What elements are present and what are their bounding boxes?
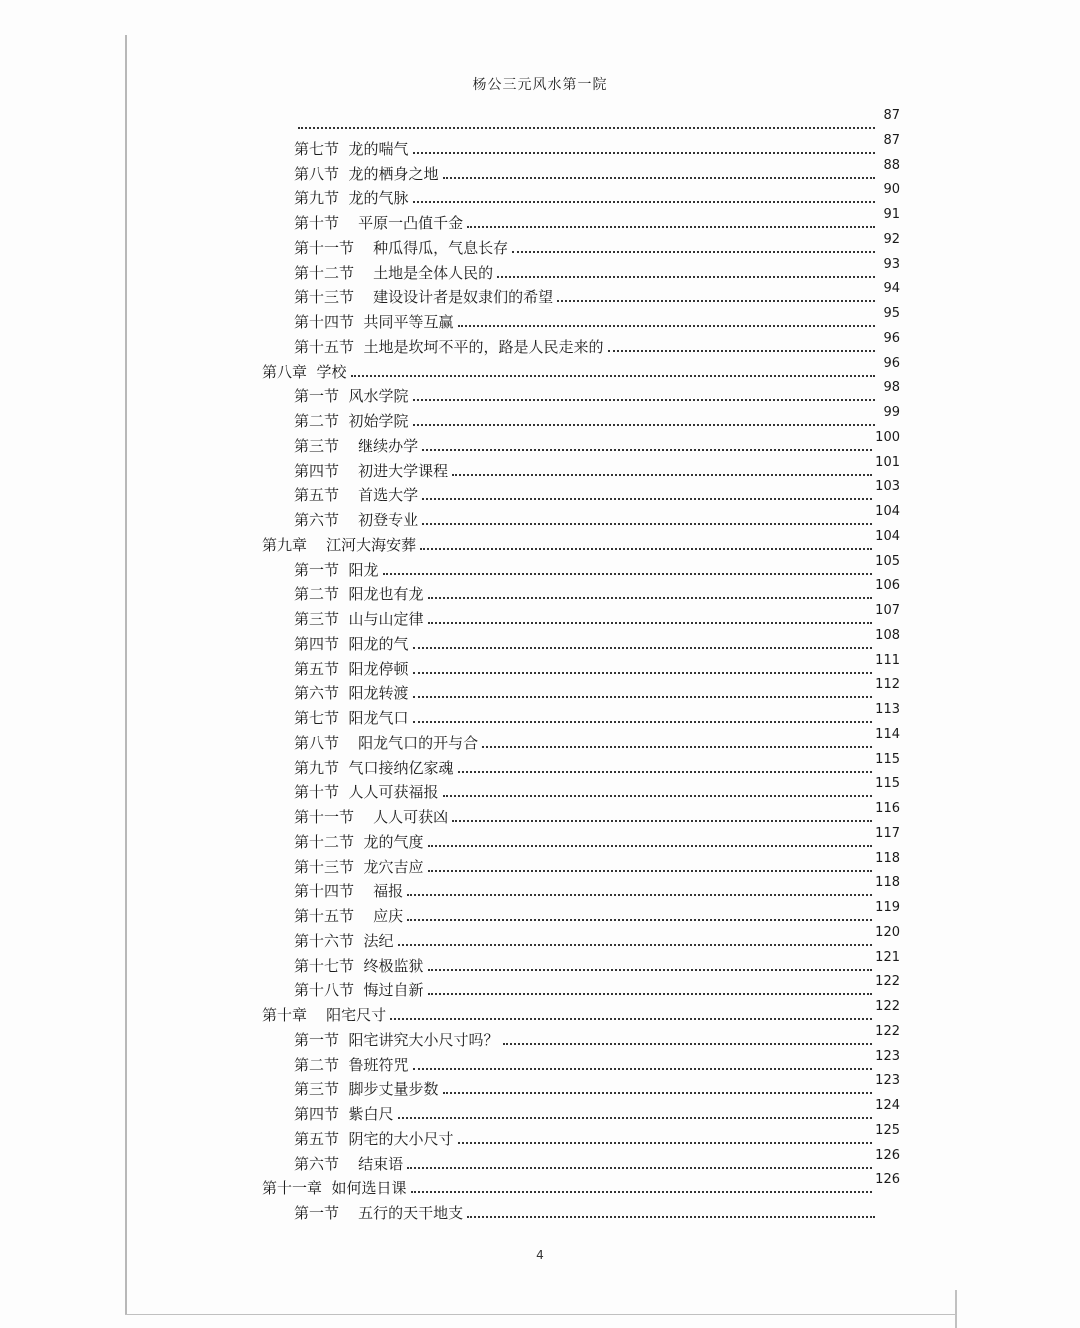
toc-dot-leader: [398, 1117, 873, 1119]
toc-section-row: [294, 454, 900, 481]
toc-section-row: [294, 949, 900, 976]
toc-entry-page: 95: [883, 306, 900, 321]
toc-entry-title: 第九章 江河大海安葬: [262, 535, 417, 554]
toc-entry-page: 120: [875, 924, 900, 940]
page-number: 4: [536, 1248, 544, 1262]
toc-section-row: [294, 330, 900, 357]
toc-section-row: [294, 157, 900, 184]
toc-entry-page: 103: [875, 479, 900, 495]
toc-entry-page: 91: [883, 207, 900, 222]
toc-section-row: [294, 132, 900, 159]
toc-entry-title: 第七节 龙的喘气: [294, 139, 409, 158]
toc-entry-title: 第十一节 人人可获凶: [294, 808, 449, 826]
toc-section-row: [294, 1199, 900, 1223]
toc-section-row: [294, 751, 900, 778]
toc-dot-leader: [503, 1043, 873, 1045]
toc-dot-leader: [428, 969, 873, 971]
toc-dot-leader: [422, 449, 872, 451]
toc-entry-title: 第一节 阳龙: [294, 560, 379, 579]
toc-entry-title: 第十一章 如何选日课: [262, 1179, 407, 1198]
toc-entry-page: 122: [875, 1023, 900, 1039]
toc-entry-page: 115: [875, 776, 900, 792]
toc-entry-page: 94: [883, 281, 900, 297]
toc-entry-page: 114: [875, 726, 900, 742]
toc-section-row: [294, 778, 900, 802]
toc-entry-title: 第十三节 建设设计者是奴隶们的希望: [294, 288, 554, 307]
toc-section-row: [294, 553, 900, 580]
toc-entry-page: 90: [883, 182, 900, 198]
toc-section-row: [294, 627, 900, 654]
toc-dot-leader: [422, 498, 872, 500]
toc-dot-leader: [608, 350, 875, 352]
toc-section-row: [294, 1147, 900, 1174]
toc-dot-leader: [428, 870, 873, 872]
toc-entry-page: 126: [875, 1147, 900, 1163]
toc-section-row: [294, 308, 900, 332]
toc-section-row: [294, 407, 900, 431]
toc-entry-page: 106: [875, 578, 900, 594]
toc-entry-title: 第八节 龙的栖身之地: [294, 164, 439, 183]
toc-section-row: [294, 1075, 900, 1099]
toc-dot-leader: [413, 399, 875, 401]
toc-entry-page: 115: [875, 751, 900, 767]
toc-section-row: [294, 231, 900, 258]
toc-dot-leader: [443, 1092, 873, 1094]
toc-entry-page: 101: [875, 454, 900, 470]
toc-entry-page: 99: [883, 405, 900, 420]
toc-entry-title: 第十五节 土地是坎坷不平的，路是人民走来的: [294, 337, 604, 356]
toc-entry-title: 第十七节 终极监狱: [294, 956, 424, 975]
toc-section-row: [294, 256, 900, 283]
toc-section-row: [294, 924, 900, 951]
toc-entry-title: 第一节 阳宅讲究大小尺寸吗？: [294, 1030, 499, 1049]
toc-dot-leader: [428, 993, 873, 995]
toc-dot-leader: [497, 276, 875, 278]
toc-entry-page: 87: [883, 108, 900, 123]
page-header: 杨公三元风水第一院: [472, 77, 608, 93]
toc-entry-title: 第十四节 福报: [294, 882, 404, 901]
toc-dot-leader: [298, 127, 875, 129]
toc-entry-page: 98: [883, 380, 900, 396]
toc-entry-page: 117: [875, 825, 900, 841]
toc-entry-page: 122: [875, 974, 900, 990]
toc-entry-page: 125: [875, 1122, 900, 1138]
toc-section-row: [294, 726, 900, 753]
toc-section-row: [294, 1023, 900, 1050]
toc-dot-leader: [443, 177, 875, 179]
toc-section-row: [294, 481, 900, 505]
toc-dot-leader: [413, 672, 873, 674]
toc-chapter-row: [262, 528, 900, 555]
toc-dot-leader: [458, 1142, 873, 1144]
toc-entry-page: 118: [875, 850, 900, 866]
toc-section-row: [294, 580, 900, 604]
toc-section-row: [294, 679, 900, 703]
toc-entry-title: 第十章 阳宅尺寸: [262, 1006, 387, 1024]
toc-entry-title: 第七节 阳龙气口: [294, 709, 409, 727]
toc-entry-title: 第九节 龙的气脉: [294, 189, 409, 208]
toc-dot-leader: [413, 696, 873, 698]
toc-section-row: [294, 803, 900, 827]
toc-entry-page: 112: [875, 677, 900, 693]
toc-entry-title: 第五节 首选大学: [294, 486, 419, 505]
toc-dot-leader: [407, 894, 872, 896]
toc-dot-leader: [467, 226, 875, 228]
toc-dot-leader: [458, 325, 875, 327]
toc-dot-leader: [413, 201, 875, 203]
toc-entry-title: 第十五节 应庆: [294, 907, 404, 925]
toc-entry-page: 104: [875, 528, 900, 544]
toc-section-row: [294, 902, 900, 926]
toc-entry-page: 111: [875, 652, 900, 668]
toc-entry-page: 119: [875, 900, 900, 915]
toc-dot-leader: [411, 1191, 873, 1193]
toc-entry-page: 87: [883, 132, 900, 148]
toc-section-row: [294, 110, 900, 134]
toc-section-row: [294, 429, 900, 456]
toc-section-row: [294, 605, 900, 629]
toc-entry-title: 第十三节 龙穴吉应: [294, 857, 424, 876]
toc-entry-title: 第十八节 悔过自新: [294, 981, 424, 1000]
toc-entry-title: 第八节 阳龙气口的开与合: [294, 733, 479, 752]
toc-entry-page: 124: [875, 1098, 900, 1113]
toc-entry-page: 107: [875, 603, 900, 618]
toc-section-row: [294, 209, 900, 233]
toc-dot-leader: [482, 746, 872, 748]
toc-dot-leader: [467, 1216, 875, 1218]
toc-section-row: [294, 1100, 900, 1124]
toc-entry-title: 第十二节 龙的气度: [294, 832, 424, 851]
toc-entry-title: 第五节 阴宅的大小尺寸: [294, 1129, 454, 1148]
toc-dot-leader: [420, 548, 872, 550]
toc-dot-leader: [407, 1167, 872, 1169]
toc-entry-title: 第四节 初进大学课程: [294, 461, 449, 480]
toc-chapter-row: [262, 355, 900, 382]
toc-dot-leader: [413, 647, 873, 649]
toc-entry-page: 126: [875, 1172, 900, 1188]
toc-entry-page: 122: [875, 999, 900, 1014]
toc-entry-page: 88: [883, 157, 900, 173]
toc-entry-title: 第二节 阳龙也有龙: [294, 585, 424, 604]
toc-section-row: [294, 506, 900, 530]
toc-entry-title: 第六节 结束语: [294, 1154, 404, 1173]
toc-entry-title: 第三节 脚步丈量步数: [294, 1080, 439, 1099]
toc-entry-title: 第三节 继续办学: [294, 436, 419, 455]
toc-section-row: [294, 877, 900, 901]
toc-dot-leader: [428, 845, 873, 847]
toc-entry-title: 第九节 气口接纳亿家魂: [294, 758, 454, 777]
toc-dot-leader: [512, 251, 875, 253]
toc-entry-title: 第十四节 共同平等互赢: [294, 313, 454, 331]
toc-dot-leader: [413, 152, 875, 154]
toc-entry-title: 第六节 初登专业: [294, 511, 419, 529]
toc-dot-leader: [458, 771, 873, 773]
toc-section-row: [294, 1122, 900, 1149]
toc-entry-title: 第十节 平原一凸值千金: [294, 214, 464, 232]
toc-entry-page: 121: [875, 949, 900, 965]
toc-dot-leader: [428, 597, 873, 599]
toc-section-row: [294, 1048, 900, 1075]
toc-entry-page: 108: [875, 627, 900, 643]
toc-dot-leader: [390, 1018, 872, 1020]
toc-entry-title: 第十六节 法纪: [294, 931, 394, 950]
toc-section-row: [294, 704, 900, 728]
toc-dot-leader: [398, 944, 873, 946]
toc-entry-title: 第一节 五行的天干地支: [294, 1204, 464, 1222]
toc-section-row: [294, 283, 900, 307]
toc-dot-leader: [407, 919, 872, 921]
toc-chapter-row: [262, 1174, 900, 1198]
toc-entry-page: 104: [875, 504, 900, 519]
toc-entry-page: 96: [883, 330, 900, 346]
toc-entry-page: 92: [883, 231, 900, 247]
toc-dot-leader: [443, 795, 873, 797]
toc-section-row: [294, 184, 900, 208]
toc-entry-title: 第十二节 土地是全体人民的: [294, 263, 494, 282]
toc-entry-page: 96: [883, 355, 900, 371]
toc-dot-leader: [422, 523, 872, 525]
toc-dot-leader: [428, 622, 873, 624]
scan-edge-bottom: [125, 1314, 955, 1315]
toc-dot-leader: [351, 375, 875, 377]
scan-edge-left: [125, 35, 127, 1315]
toc-entry-title: 第十节 人人可获福报: [294, 783, 439, 802]
toc-section-row: [294, 850, 900, 877]
toc-section-row: [294, 825, 900, 852]
toc-entry-page: 118: [875, 875, 900, 891]
toc-entry-title: 第四节 阳龙的气: [294, 634, 409, 653]
toc-dot-leader: [452, 820, 872, 822]
toc-dot-leader: [413, 721, 873, 723]
toc-entry-title: 第六节 阳龙转渡: [294, 684, 409, 703]
toc-entry-title: 第二节 鲁班符咒: [294, 1055, 409, 1074]
toc-dot-leader: [413, 424, 875, 426]
toc-entry-title: 第四节 紫白尺: [294, 1105, 394, 1123]
toc-entry-title: 第五节 阳龙停顿: [294, 659, 409, 678]
toc-entry-title: 第二节 初始学院: [294, 412, 409, 430]
toc-entry-page: 123: [875, 1073, 900, 1089]
toc-entry-page: 123: [875, 1048, 900, 1064]
toc-entry-page: 116: [875, 801, 900, 816]
toc-entry-title: 第十一节 种瓜得瓜，气息长存: [294, 238, 509, 257]
toc-dot-leader: [383, 573, 873, 575]
toc-dot-leader: [452, 474, 872, 476]
toc-section-row: [294, 382, 900, 406]
toc-chapter-row: [262, 1001, 900, 1025]
toc-section-row: [294, 976, 900, 1000]
scan-edge-right: [955, 1290, 957, 1328]
toc-entry-title: 第一节 风水学院: [294, 387, 409, 406]
toc-entry-title: 第三节 山与山定律: [294, 610, 424, 628]
toc-entry-title: 第八章 学校: [262, 362, 347, 381]
toc-entry-page: 105: [875, 553, 900, 569]
toc-entry-page: 113: [875, 702, 900, 717]
toc-entry-page: 100: [875, 429, 900, 445]
toc-section-row: [294, 652, 900, 679]
toc-entry-page: 93: [883, 256, 900, 272]
toc-dot-leader: [557, 300, 875, 302]
toc-dot-leader: [413, 1068, 873, 1070]
